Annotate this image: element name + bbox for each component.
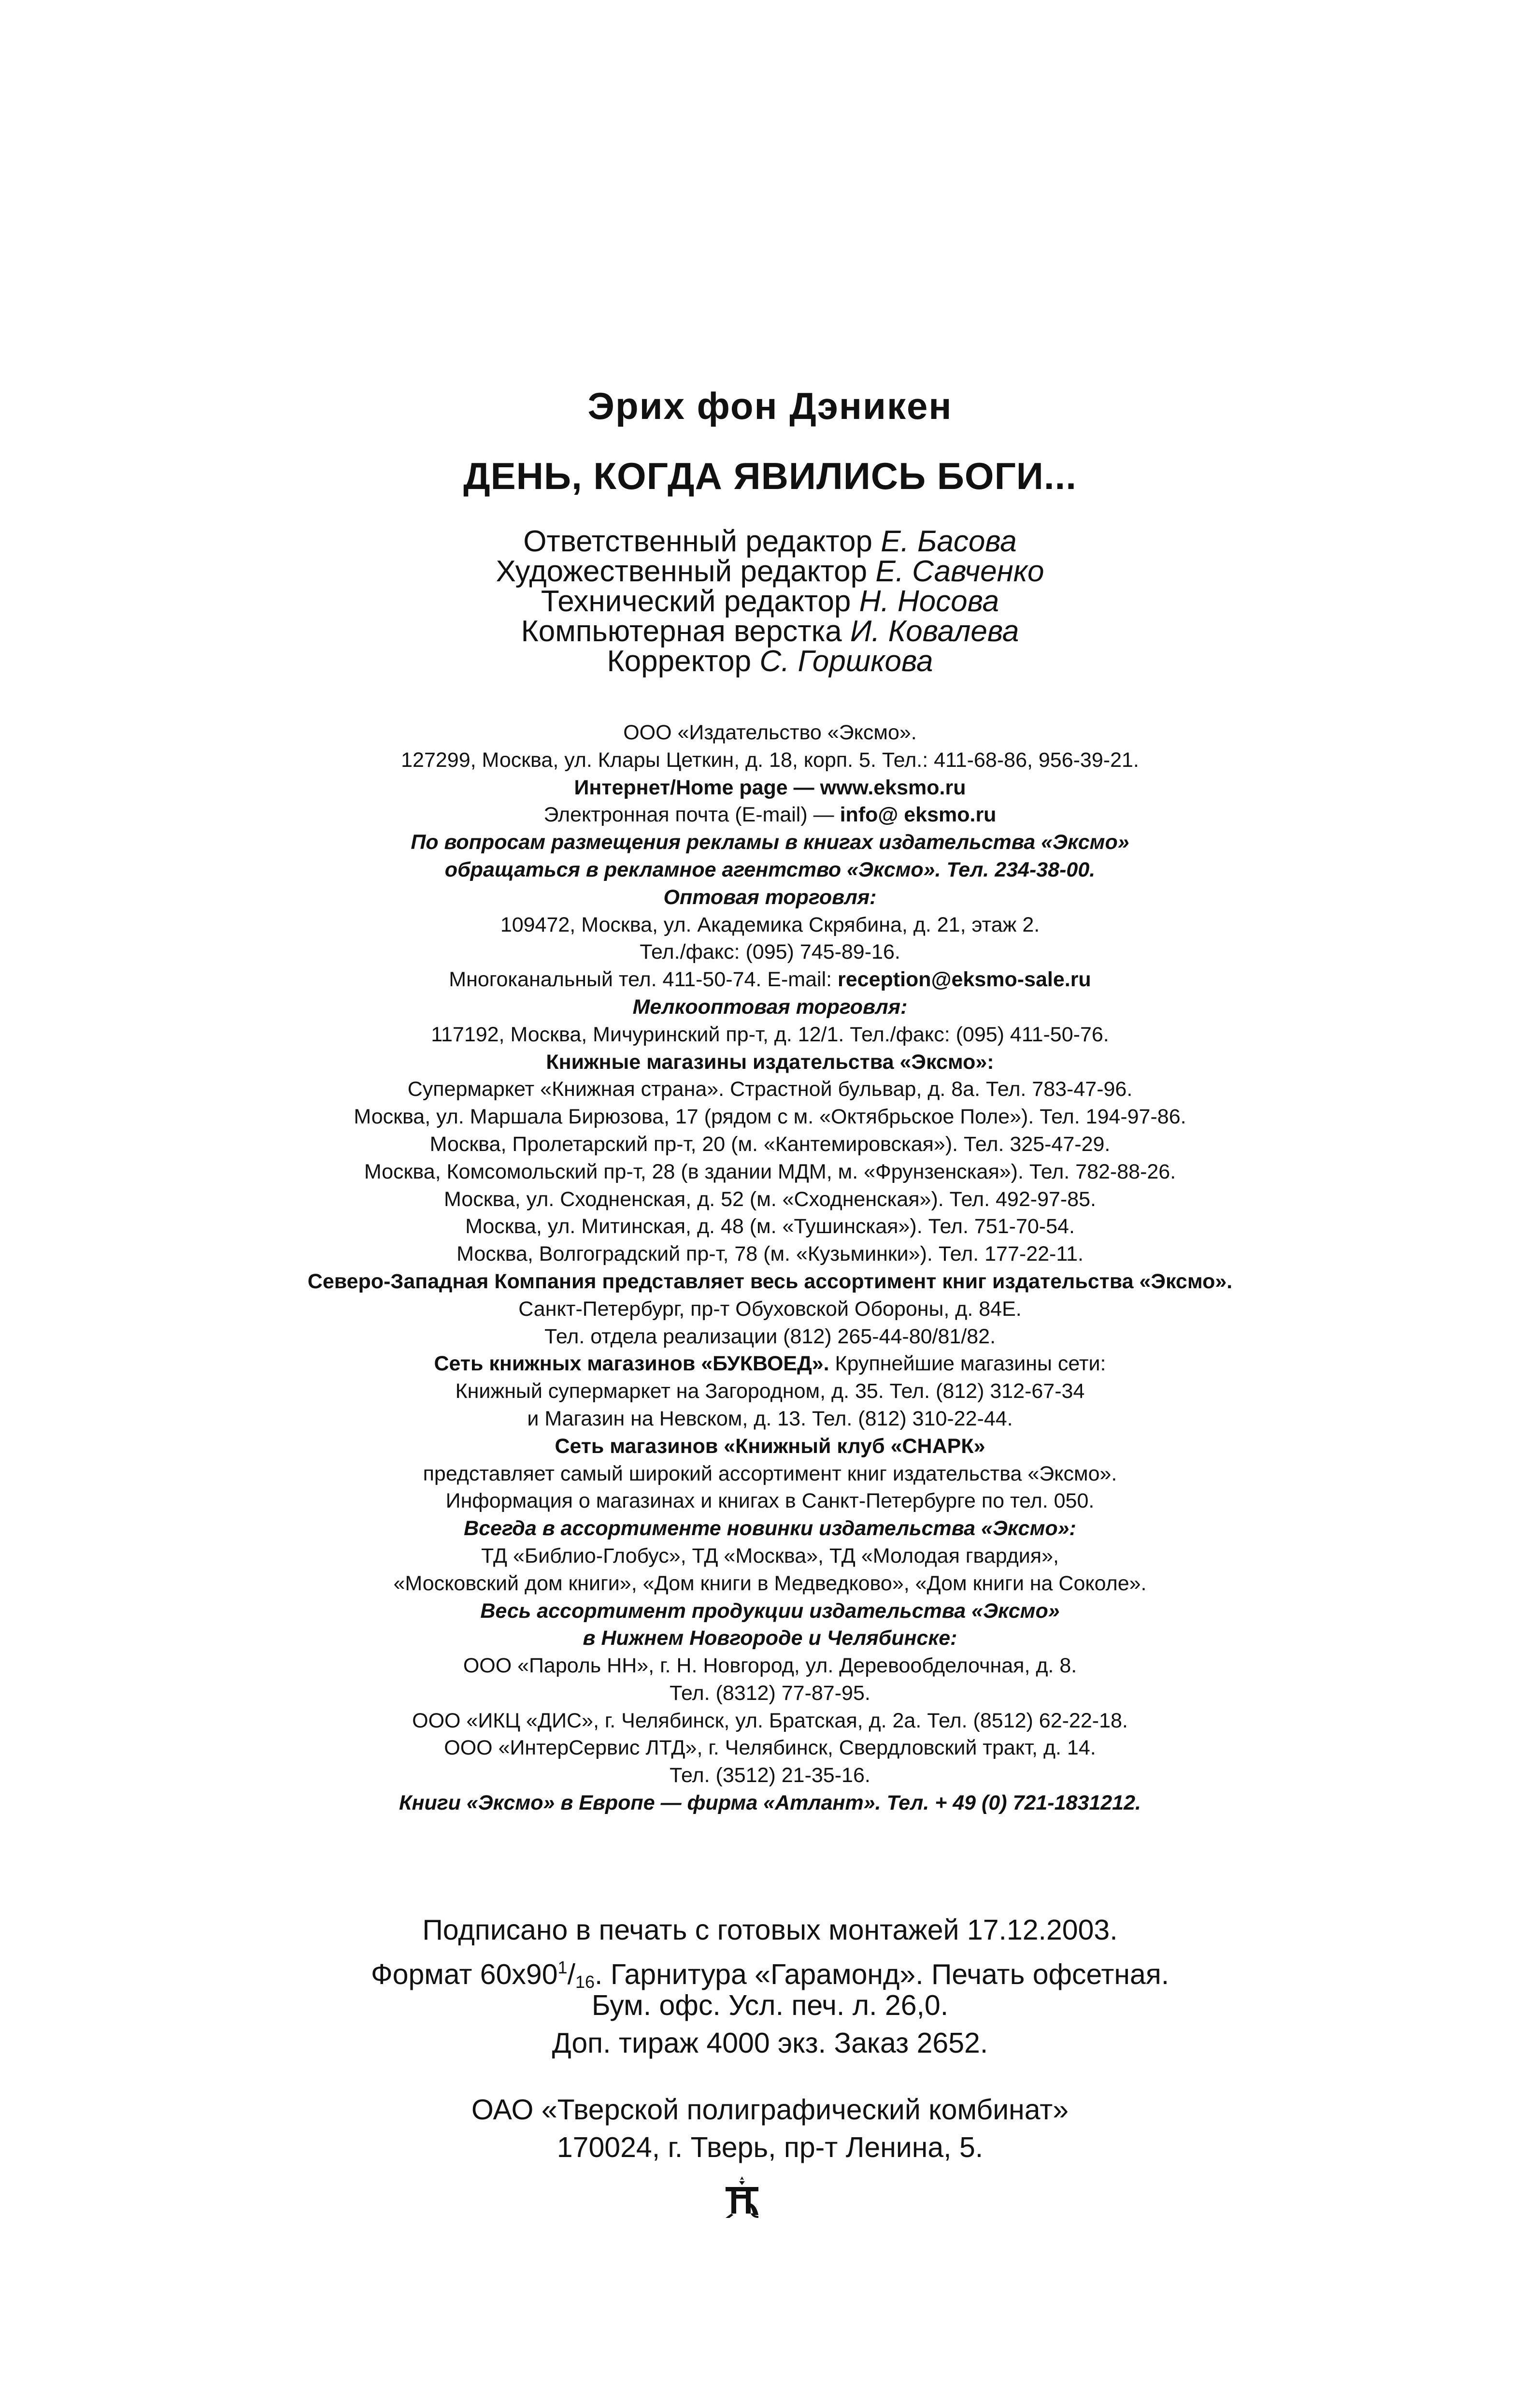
format-denominator: 16 (575, 1972, 595, 1992)
wholesale-line: 109472, Москва, ул. Академика Скрябина, д. 21, этаж 2. (500, 913, 1040, 936)
publisher-imprint (0, 719, 1540, 1817)
book-title: ДЕНЬ, КОГДА ЯВИЛИСЬ БОГИ... (463, 455, 1077, 497)
printer-block (0, 2091, 1540, 2166)
email-value: info@ eksmo.ru (840, 803, 997, 827)
sales-email: reception@eksmo-sale.ru (838, 968, 1091, 992)
format-suffix: . Гарнитура «Гарамонд». Печать офсетная. (595, 1958, 1169, 1990)
bookstore-line: Супермаркет «Книжная страна». Страстной бульвар, д. 8а. Тел. 783-47-96. (407, 1078, 1133, 1101)
bookstore-line: Москва, ул. Маршала Бирюзова, 17 (рядом с м. «Октябрьское Поле»). Тел. 194-97-86. (354, 1105, 1186, 1129)
signed-for-print: Подписано в печать с готовых монтажей 17.12.2003. (422, 1914, 1118, 1946)
format-slash: / (567, 1958, 575, 1990)
bookstore-line: Москва, ул. Митинская, д. 48 (м. «Тушинская»). Тел. 751-70-54. (465, 1215, 1075, 1238)
bookstores-heading: Книжные магазины издательства «Эксмо»: (546, 1050, 994, 1074)
wholesale-line: Тел./факс: (095) 745-89-16. (640, 940, 900, 964)
print-signing-block (0, 1911, 1540, 2062)
email-label: Электронная почта (E-mail) — (543, 803, 840, 827)
northwest-line: Тел. отдела реализации (812) 265-44-80/81/82. (544, 1324, 996, 1348)
credit-name: Е. Басова (881, 525, 1017, 558)
credits-block (0, 527, 1540, 676)
new-releases-heading: Всегда в ассортименте новинки издательства «Эксмо»: (464, 1517, 1076, 1540)
small-wholesale-line: 117192, Москва, Мичуринский пр-т, д. 12/1. Тел./факс: (095) 411-50-76. (431, 1022, 1109, 1046)
regional-line: ООО «ИнтерСервис ЛТД», г. Челябинск, Свердловский тракт, д. 14. (444, 1736, 1096, 1760)
book-author: Эрих фон Дэникен (587, 385, 953, 427)
ads-line: По вопросам размещения рекламы в книгах издательства «Эксмо» (411, 831, 1129, 854)
credit-line (0, 587, 1540, 617)
format-line (0, 1949, 1540, 1992)
bukvoed-store: Книжный супермаркет на Загородном, д. 35. Тел. (812) 312-67-34 (455, 1380, 1085, 1403)
credit-name: С. Горшкова (759, 645, 933, 678)
publisher-email (0, 801, 1540, 829)
bookstore-line: Москва, Комсомольский пр-т, 28 (в здании МДМ, м. «Фрунзенская»). Тел. 782-88-26. (364, 1160, 1176, 1183)
credit-role: Художественный редактор (496, 555, 868, 588)
snark-heading: Сеть магазинов «Книжный клуб «СНАРК» (555, 1434, 985, 1458)
credit-name: И. Ковалева (850, 615, 1019, 648)
bukvoed-heading: Сеть книжных магазинов «БУКВОЕД». (434, 1352, 829, 1376)
bukvoed-line (0, 1350, 1540, 1378)
credit-role: Ответственный редактор (523, 525, 872, 558)
bukvoed-store: и Магазин на Невском, д. 13. Тел. (812) 310-22-44. (527, 1407, 1013, 1430)
regional-line: ООО «ИКЦ «ДИС», г. Челябинск, ул. Братская, д. 2а. Тел. (8512) 62-22-18. (412, 1709, 1128, 1732)
small-wholesale-heading: Мелкооптовая торговля: (632, 995, 908, 1019)
new-releases-line: «Московский дом книги», «Дом книги в Медведково», «Дом книги на Соколе». (393, 1571, 1147, 1595)
ads-line: обращаться в рекламное агентство «Эксмо». Тел. 234-38-00. (444, 858, 1096, 881)
format-prefix: Формат 60х90 (371, 1958, 558, 1990)
credit-line (0, 557, 1540, 587)
northwest-heading: Северо-Западная Компания представляет весь ассортимент книг издательства «Эксмо». (307, 1269, 1233, 1293)
new-releases-line: ТД «Библио-Глобус», ТД «Москва», ТД «Молодая гвардия», (481, 1544, 1059, 1568)
publisher-name: ООО «Издательство «Эксмо». (623, 721, 917, 744)
regional-line: Тел. (3512) 21-35-16. (670, 1764, 870, 1787)
regional-heading: Весь ассортимент продукции издательства «Эксмо» (480, 1599, 1060, 1623)
europe-line: Книги «Эксмо» в Европе — фирма «Атлант». Тел. + 49 (0) 721-1831212. (399, 1791, 1141, 1815)
regional-line: ООО «Пароль НН», г. Н. Новгород, ул. Деревообделочная, д. 8. (463, 1654, 1077, 1678)
snark-line: представляет самый широкий ассортимент книг издательства «Эксмо». (423, 1462, 1117, 1485)
publisher-website: Интернет/Home page — www.eksmo.ru (574, 776, 966, 799)
paper-line: Бум. офс. Усл. печ. л. 26,0. (591, 1989, 949, 2021)
credit-line (0, 617, 1540, 647)
credit-name: Е. Савченко (875, 555, 1044, 588)
credit-line (0, 647, 1540, 676)
bookstore-line: Москва, Волгоградский пр-т, 78 (м. «Кузьминки»). Тел. 177-22-11. (456, 1242, 1084, 1266)
credit-name: Н. Носова (859, 585, 999, 618)
northwest-line: Санкт-Петербург, пр-т Обуховской Обороны, д. 84Е. (518, 1297, 1022, 1321)
bookstore-line: Москва, Пролетарский пр-т, 20 (м. «Кантемировская»). Тел. 325-47-29. (429, 1132, 1111, 1156)
format-numerator: 1 (557, 1957, 568, 1977)
snark-line: Информация о магазинах и книгах в Санкт-Петербурге по тел. 050. (445, 1489, 1095, 1513)
regional-line: Тел. (8312) 77-87-95. (670, 1681, 870, 1705)
bukvoed-note: Крупнейшие магазины сети: (829, 1352, 1106, 1376)
credit-line (0, 527, 1540, 557)
credit-role: Технический редактор (541, 585, 851, 618)
printer-monogram-icon (723, 2174, 761, 2220)
printer-name: ОАО «Тверской полиграфический комбинат» (471, 2094, 1069, 2126)
bookstore-line: Москва, ул. Сходненская, д. 52 (м. «Сходненская»). Тел. 492-97-85. (443, 1187, 1096, 1211)
wholesale-line (0, 966, 1540, 993)
printer-address: 170024, г. Тверь, пр-т Ленина, 5. (556, 2131, 984, 2163)
print-run-line: Доп. тираж 4000 экз. Заказ 2652. (552, 2027, 988, 2059)
regional-heading: в Нижнем Новгороде и Челябинске: (583, 1626, 957, 1650)
wholesale-heading: Оптовая торговля: (663, 885, 877, 909)
credit-role: Корректор (607, 645, 752, 678)
multichannel-phone: Многоканальный тел. 411-50-74. E-mail: (449, 968, 838, 992)
credit-role: Компьютерная верстка (521, 615, 842, 648)
publisher-address: 127299, Москва, ул. Клары Цеткин, д. 18, корп. 5. Тел.: 411-68-86, 956-39-21. (401, 748, 1139, 772)
